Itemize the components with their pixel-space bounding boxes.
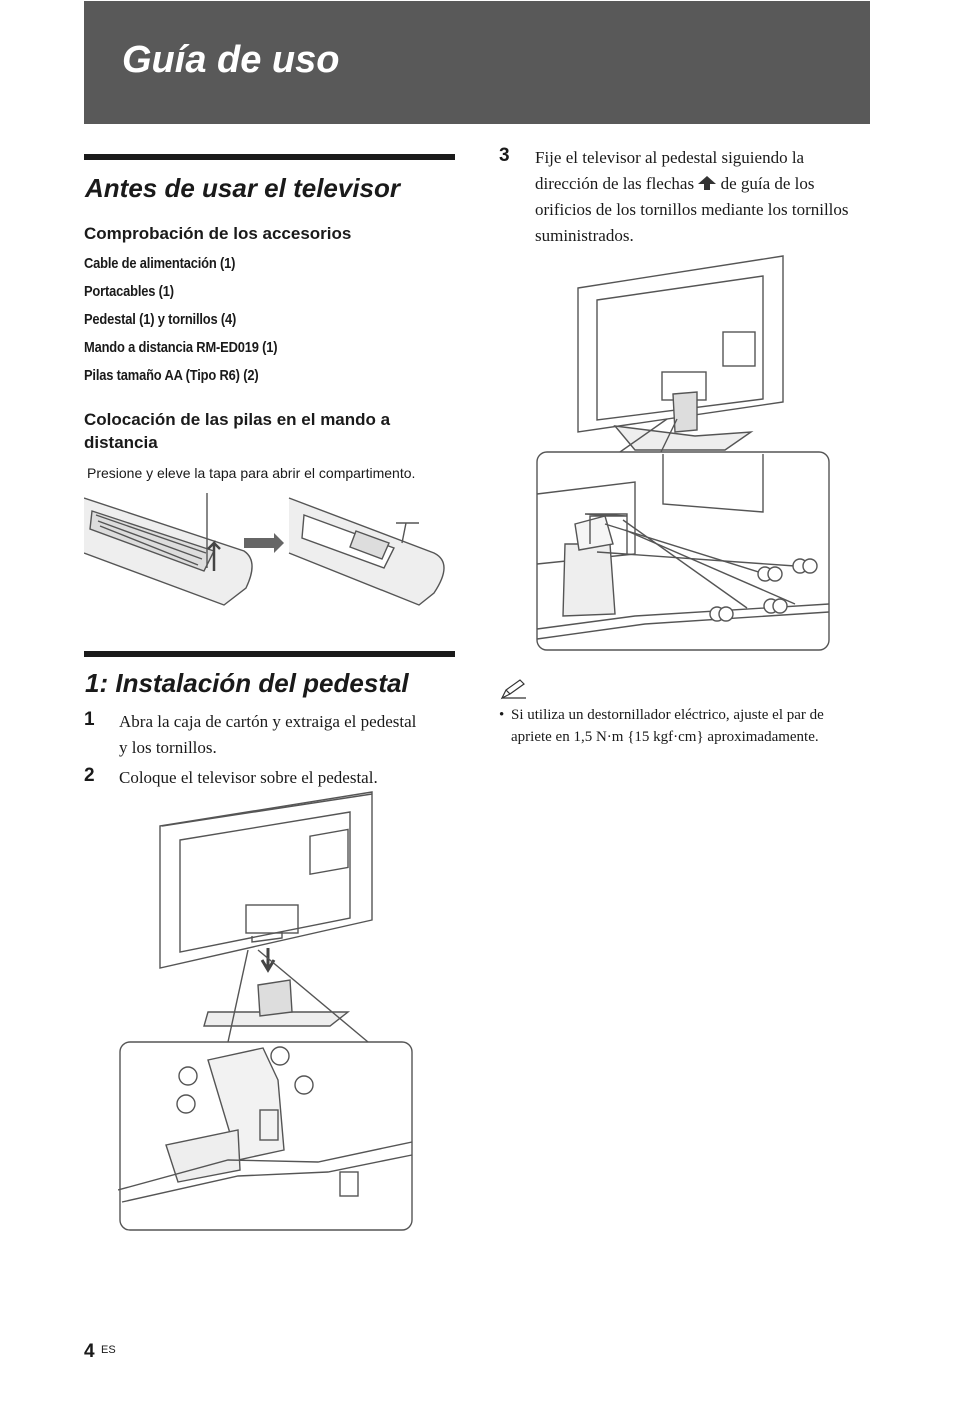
step-3-text-b: de guía de los orificios de los tornillos mediante los tornillos suministrados. — [535, 174, 849, 245]
batteries-caption: Presione y eleve la tapa para abrir el compartimento. — [87, 465, 416, 481]
step-3-text-a: Fije el televisor al pedestal siguiendo la dirección de las flechas — [535, 148, 805, 193]
right-column — [499, 145, 871, 249]
step-number: 3 — [499, 145, 510, 166]
step-number: 1 — [84, 709, 95, 730]
title-banner — [84, 1, 870, 124]
section-rule — [84, 651, 455, 657]
left-column — [84, 154, 455, 481]
accessory-item: Cable de alimentación (1) — [84, 255, 236, 272]
page-language: ES — [101, 1344, 116, 1356]
step-1 — [84, 709, 455, 761]
note-bullet: • — [499, 707, 505, 723]
tv-pedestal-illustration — [118, 790, 416, 1232]
page-title: Guía de uso — [122, 39, 340, 81]
accessory-item: Pedestal (1) y tornillos (4) — [84, 311, 237, 328]
accessory-item: Mando a distancia RM-ED019 (1) — [84, 339, 278, 356]
step-text — [535, 145, 865, 249]
accessories-heading: Comprobación de los accesorios — [84, 224, 352, 243]
remote-battery-illustration — [84, 493, 456, 613]
section-title-antes: Antes de usar el televisor — [85, 173, 401, 203]
note-item — [499, 704, 871, 748]
arrow-up-icon — [698, 176, 716, 190]
step-3 — [499, 145, 871, 249]
accessory-item: Portacables (1) — [84, 283, 174, 300]
accessories-list — [84, 250, 455, 390]
left-column-lower — [84, 651, 455, 791]
accessory-item: Pilas tamaño AA (Tipo R6) (2) — [84, 367, 259, 384]
step-text: Abra la caja de cartón y extraiga el pedestal y los tornillos. — [119, 712, 417, 757]
arrow-right-icon — [244, 533, 284, 553]
section-rule — [84, 154, 455, 160]
note-text: Si utiliza un destornillador eléctrico, ajuste el par de apriete en 1,5 N·m {15 kgf·cm} aproximadamente. — [511, 707, 824, 745]
step-text: Coloque el televisor sobre el pedestal. — [119, 768, 378, 787]
step-2 — [84, 765, 455, 791]
batteries-heading: Colocación de las pilas en el mando a distancia — [84, 410, 391, 452]
page-number: 4 — [84, 1341, 95, 1362]
tv-screws-illustration — [535, 254, 833, 652]
pencil-note-icon — [500, 678, 528, 700]
step-number: 2 — [84, 765, 95, 786]
section-title-instalacion: 1: Instalación del pedestal — [85, 668, 409, 698]
